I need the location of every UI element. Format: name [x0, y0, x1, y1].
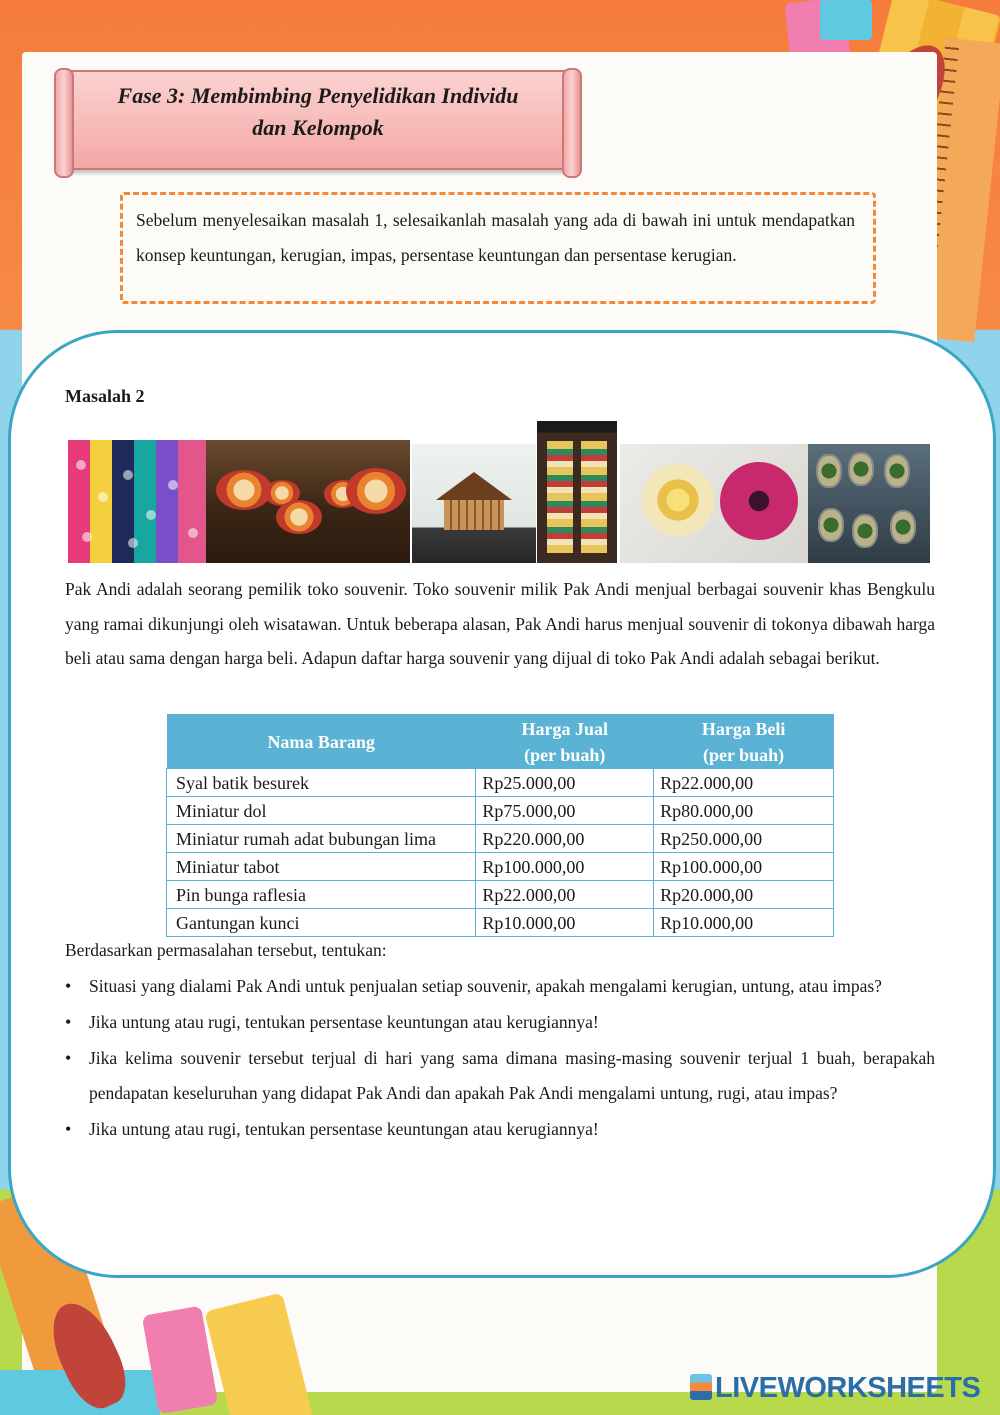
list-item: • Jika untung atau rugi, tentukan persentase keuntungan atau kerugiannya! — [65, 1005, 935, 1040]
pin-raflesia-photo — [620, 444, 808, 563]
cell-buy: Rp10.000,00 — [654, 909, 834, 937]
table-row — [167, 881, 834, 909]
title-line-2: dan Kelompok — [252, 115, 384, 140]
header-harga-jual-line1: Harga Jual — [521, 719, 609, 739]
miniatur-rumah-photo — [412, 444, 536, 563]
header-harga-beli-line1: Harga Beli — [701, 719, 786, 739]
table-row — [167, 909, 834, 937]
list-item: • Jika kelima souvenir tersebut terjual di hari yang sama dimana masing-masing souvenir terjual 1 buah, berapakah pendapatan keseluruhan yang didapat Pak Andi dan apakah Pak Andi mengalami untung, rugi, atau impas? — [65, 1041, 935, 1111]
cell-name: Gantungan kunci — [167, 909, 476, 937]
cell-name: Syal batik besurek — [167, 769, 476, 797]
problem-heading: Masalah 2 — [65, 386, 145, 406]
liveworksheets-icon — [690, 1374, 712, 1400]
cell-buy: Rp80.000,00 — [654, 797, 834, 825]
header-nama-barang: Nama Barang — [167, 714, 476, 769]
header-harga-jual-line2: (per buah) — [524, 745, 606, 765]
header-harga-beli-line2: (per buah) — [702, 745, 785, 765]
cell-name: Miniatur tabot — [167, 853, 476, 881]
title-banner — [62, 70, 574, 170]
cell-sell: Rp22.000,00 — [476, 881, 654, 909]
questions-lead: Berdasarkan permasalahan tersebut, tentukan: — [65, 940, 387, 960]
title-line-1: Fase 3: Membimbing Penyelidikan Individu — [117, 83, 519, 108]
cell-name: Pin bunga raflesia — [167, 881, 476, 909]
gantungan-kunci-photo — [808, 444, 930, 563]
page-title — [64, 80, 572, 144]
table-row — [167, 769, 834, 797]
header-harga-jual — [476, 714, 654, 769]
cell-sell: Rp25.000,00 — [476, 769, 654, 797]
table-row — [167, 853, 834, 881]
cell-sell: Rp220.000,00 — [476, 825, 654, 853]
table-row — [167, 797, 834, 825]
list-item: • Jika untung atau rugi, tentukan persentase keuntungan atau kerugiannya! — [65, 1112, 935, 1147]
cell-buy: Rp100.000,00 — [654, 853, 834, 881]
list-item: • Situasi yang dialami Pak Andi untuk penjualan setiap souvenir, apakah mengalami kerugian, untung, atau impas? — [65, 969, 935, 1004]
miniatur-dol-photo — [206, 440, 410, 563]
syal-batik-photo — [68, 440, 206, 563]
sharpener-decoration — [820, 0, 872, 40]
cell-sell: Rp10.000,00 — [476, 909, 654, 937]
cell-buy: Rp20.000,00 — [654, 881, 834, 909]
intro-box — [120, 192, 876, 304]
cell-buy: Rp250.000,00 — [654, 825, 834, 853]
price-table — [166, 714, 834, 937]
cell-name: Miniatur dol — [167, 797, 476, 825]
cell-buy: Rp22.000,00 — [654, 769, 834, 797]
miniatur-tabot-photo — [537, 421, 617, 563]
cell-name: Miniatur rumah adat bubungan lima — [167, 825, 476, 853]
table-header-row — [167, 714, 834, 769]
liveworksheets-logo[interactable] — [690, 1372, 980, 1412]
cell-sell: Rp100.000,00 — [476, 853, 654, 881]
brand-text: LIVEWORKSHEETS — [715, 1372, 981, 1404]
problem-paragraph: Pak Andi adalah seorang pemilik toko souvenir. Toko souvenir milik Pak Andi menjual berbagai souvenir khas Bengkulu yang ramai dikunjungi oleh wisatawan. Untuk beberapa alasan, Pak Andi harus menjual souvenir di tokonya dibawah harga beli atau sama dengan harga beli. Adapun daftar harga souvenir yang dijual di toko Pak Andi adalah sebagai berikut. — [65, 579, 935, 669]
header-harga-beli — [654, 714, 834, 769]
cell-sell: Rp75.000,00 — [476, 797, 654, 825]
table-row — [167, 825, 834, 853]
intro-text: Sebelum menyelesaikan masalah 1, selesaikanlah masalah yang ada di bawah ini untuk mendapatkan konsep keuntungan, kerugian, impas, persentase keuntungan dan persentase kerugian. — [136, 210, 855, 265]
questions-list — [65, 969, 935, 1148]
